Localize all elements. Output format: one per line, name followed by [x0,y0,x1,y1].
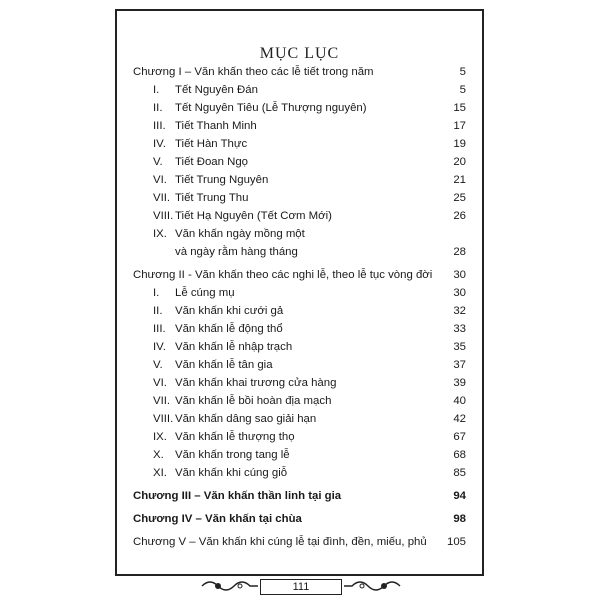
toc-page-number: 28 [453,246,466,258]
toc-entry-text: Chương IV – Văn khấn tại chùa [133,513,302,525]
toc-entry-text: Tiết Trung Nguyên [175,174,269,186]
toc-entry [133,374,466,392]
toc-entry-text: Văn khấn ngày mồng một [175,228,305,240]
toc-roman-numeral: VIII. [153,413,174,425]
toc-page-number: 98 [453,513,466,525]
page-title: MỤC LỤC [259,45,340,62]
toc-roman-numeral: V. [153,156,163,168]
toc-roman-numeral: VII. [153,395,171,407]
toc-entry-text: Văn khấn lễ tân gia [175,359,273,371]
toc-entry [133,225,466,243]
toc-roman-numeral: XI. [153,467,167,479]
toc-entry [133,302,466,320]
toc-page-number: 5 [459,66,466,78]
toc-roman-numeral: I. [153,287,160,299]
toc-entry [133,320,466,338]
ornament-right-icon [342,577,402,595]
toc-entry-text: Lễ cúng mụ [175,287,235,299]
toc-entry-text: Chương III – Văn khấn thần linh tại gia [133,490,342,502]
toc-page-number: 68 [453,449,466,461]
toc-entry [133,356,466,374]
toc-entry [133,243,466,261]
toc-roman-numeral: II. [153,305,163,317]
toc-entry-text: Tiết Hạ Nguyên (Tết Cơm Mới) [175,210,332,222]
toc-entry-text: Tiết Đoan Ngọ [175,156,249,168]
toc-entry [133,189,466,207]
toc-roman-numeral: VI. [153,377,167,389]
toc-roman-numeral: IV. [153,341,166,353]
toc-entry [133,171,466,189]
toc-page-number: 105 [446,536,466,548]
toc-entry [133,446,466,464]
toc-entry [133,81,466,99]
toc-chapter [133,63,466,81]
toc-page-number: 40 [453,395,466,407]
toc-entry-text: Văn khấn lễ nhập trạch [175,341,293,353]
toc-entry [133,99,466,117]
page-number: 111 [260,579,342,595]
toc-page-number: 20 [453,156,466,168]
toc-entry [133,207,466,225]
toc-entry-text: Tết Nguyên Tiêu (Lễ Thượng nguyên) [175,102,367,114]
toc-entry-text: Chương II - Văn khấn theo các nghi lễ, theo lễ tục vòng đời [133,269,433,281]
toc-page-number: 33 [453,323,466,335]
page-footer [90,575,510,597]
toc-entry-text: Văn khấn trong tang lễ [175,449,290,461]
toc-page-number: 67 [453,431,466,443]
toc-page-number: 30 [453,287,466,299]
toc-chapter [133,266,466,284]
toc-page-number: 5 [459,84,466,96]
toc-entry [133,428,466,446]
toc-roman-numeral: IX. [153,431,167,443]
ornament-left-icon [200,577,260,595]
toc-roman-numeral: IX. [153,228,167,240]
toc-page-number: 85 [453,467,466,479]
toc-page-number: 37 [453,359,466,371]
table-of-contents [133,63,466,551]
toc-entry-text: Văn khấn khi cúng giỗ [175,467,288,479]
toc-roman-numeral: III. [153,323,166,335]
toc-entry [133,135,466,153]
toc-roman-numeral: VII. [153,192,171,204]
toc-entry-text: Chương I – Văn khấn theo các lễ tiết trong năm [133,66,374,78]
toc-entry-text: và ngày rằm hàng tháng [175,246,298,258]
toc-entry-text: Văn khấn dâng sao giải hạn [175,413,317,425]
toc-entry-text: Tiết Thanh Minh [175,120,257,132]
toc-chapter [133,533,466,551]
toc-page-number: 39 [453,377,466,389]
toc-entry [133,117,466,135]
toc-entry-text: Tết Nguyên Đán [175,84,258,96]
toc-entry [133,464,466,482]
toc-page-number: 94 [453,490,466,502]
toc-entry-text: Tiết Trung Thu [175,192,249,204]
toc-entry [133,153,466,171]
toc-page-number: 42 [453,413,466,425]
toc-chapter [133,510,466,528]
toc-roman-numeral: VI. [153,174,167,186]
toc-roman-numeral: X. [153,449,164,461]
toc-entry-text: Văn khấn lễ bồi hoàn địa mạch [175,395,332,407]
toc-roman-numeral: VIII. [153,210,174,222]
toc-entry-text: Văn khấn lễ thượng thọ [175,431,295,443]
toc-entry-text: Văn khấn khai trương cửa hàng [175,377,337,389]
toc-page-number: 17 [453,120,466,132]
toc-entry-text: Tiết Hàn Thực [175,138,248,150]
toc-page-number: 25 [453,192,466,204]
toc-roman-numeral: II. [153,102,163,114]
toc-page-number: 26 [453,210,466,222]
toc-entry-text: Văn khấn lễ động thổ [175,323,283,335]
toc-roman-numeral: III. [153,120,166,132]
toc-entry [133,392,466,410]
toc-page-number: 19 [453,138,466,150]
page-frame [115,9,484,576]
toc-entry [133,338,466,356]
toc-entry [133,284,466,302]
toc-page-number: 21 [453,174,466,186]
toc-entry [133,410,466,428]
toc-roman-numeral: I. [153,84,160,96]
toc-page-number: 32 [453,305,466,317]
toc-entry-text: Chương V – Văn khấn khi cúng lễ tại đình, đền, miếu, phủ [133,536,427,548]
toc-chapter [133,487,466,505]
toc-page-number: 15 [453,102,466,114]
toc-page-number: 30 [453,269,466,281]
toc-roman-numeral: V. [153,359,163,371]
toc-roman-numeral: IV. [153,138,166,150]
toc-entry-text: Văn khấn khi cưới gả [175,305,284,317]
toc-page-number: 35 [453,341,466,353]
